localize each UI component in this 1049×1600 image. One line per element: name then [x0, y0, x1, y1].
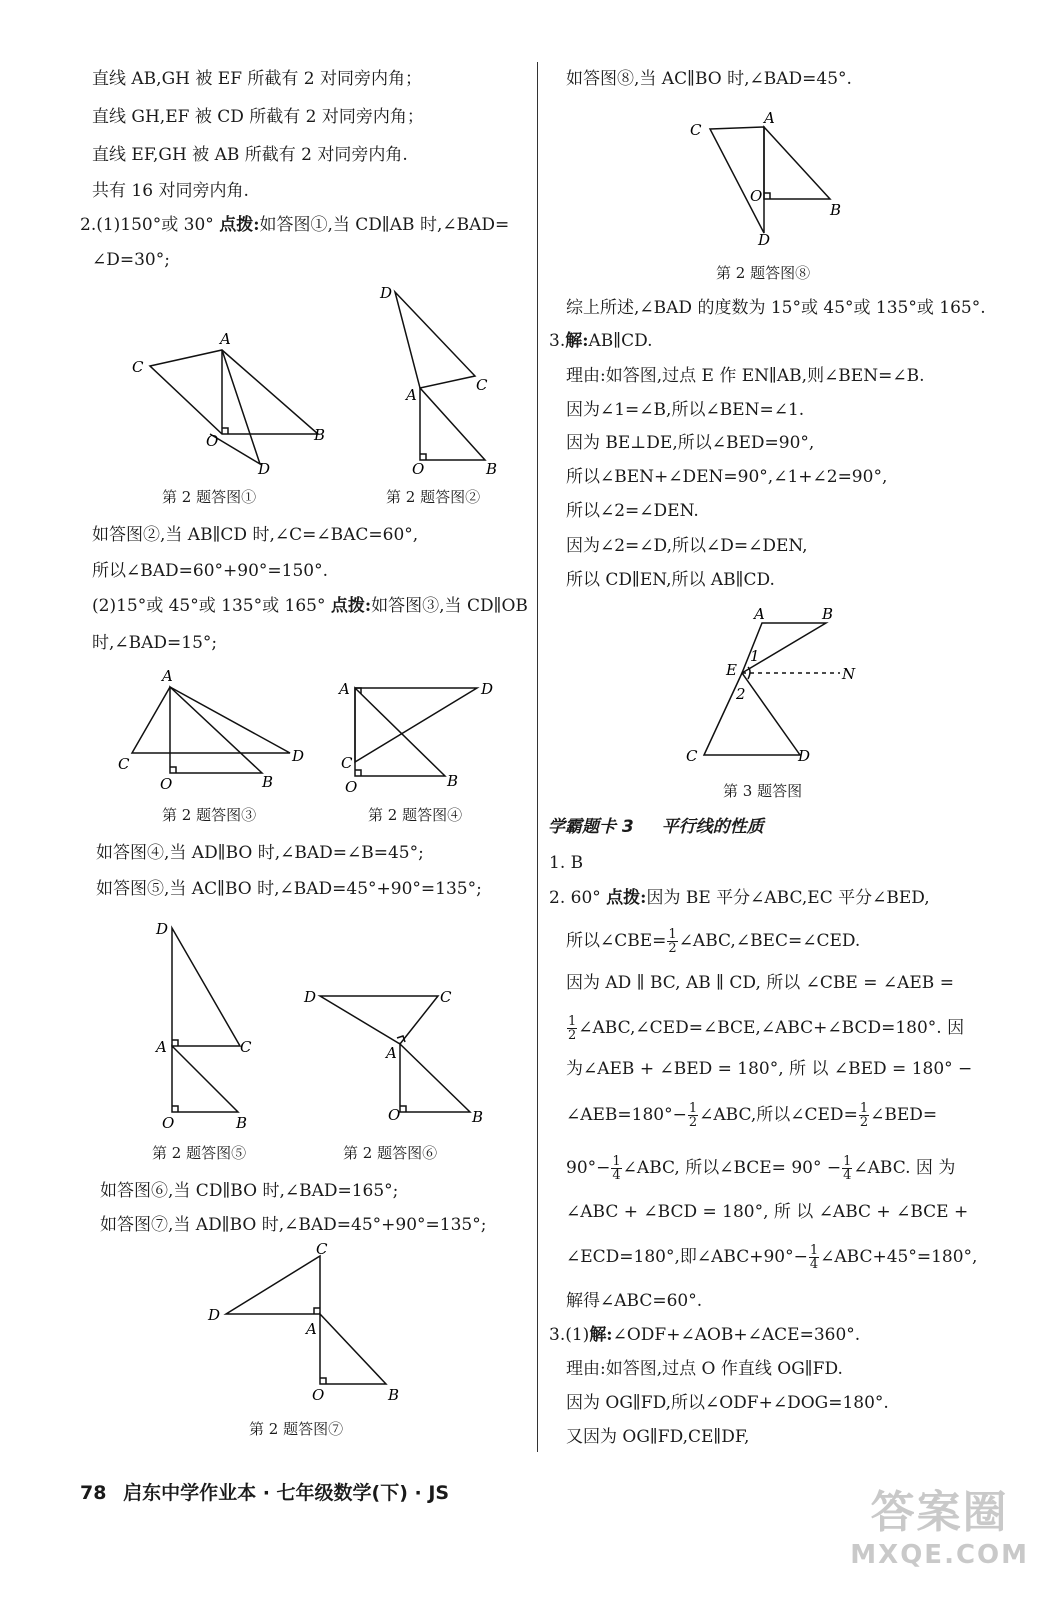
column-divider	[537, 62, 538, 1452]
fraction-denominator: 4	[809, 1257, 819, 1272]
label-2: 2	[736, 685, 746, 703]
text-line: 因为∠1=∠B,所以∠BEN=∠1.	[566, 400, 805, 420]
text-part: ∠ABC, 所以∠BCE= 90° −	[622, 1158, 842, 1178]
page-footer	[80, 1478, 449, 1505]
label-O: O	[160, 775, 173, 793]
fraction-numerator: 1	[809, 1243, 819, 1258]
label-C: C	[686, 747, 698, 765]
label-A: A	[406, 386, 417, 404]
question-number: 3.	[549, 331, 566, 351]
text-line: 如答图⑥,当 CD∥BO 时,∠BAD=165°;	[100, 1181, 399, 1201]
tip-text: 如答图③,当 CD∥OB	[371, 596, 528, 616]
figure-caption: 第 2 题答图⑥	[343, 1144, 438, 1162]
text-line: 如答图④,当 AD∥BO 时,∠BAD=∠B=45°;	[96, 843, 424, 863]
solution-label: 解:	[589, 1325, 613, 1345]
text-part: ∠AEB=180°−	[566, 1105, 687, 1125]
text-line: 所以∠BAD=60°+90°=150°.	[92, 561, 328, 581]
text-line: 又因为 OG∥FD,CE∥DF,	[566, 1427, 750, 1447]
text-line	[566, 1155, 955, 1182]
label-D: D	[380, 284, 393, 302]
text-line: 所以∠BEN+∠DEN=90°,∠1+∠2=90°,	[566, 467, 888, 487]
figure-caption: 第 2 题答图⑤	[152, 1144, 247, 1162]
label-O: O	[750, 187, 763, 205]
text-line: 综上所述,∠BAD 的度数为 15°或 45°或 135°或 165°.	[566, 298, 986, 318]
figure-2	[370, 280, 510, 480]
label-D: D	[798, 747, 811, 765]
figure-1	[120, 330, 330, 480]
watermark-bottom: MXQE.COM	[850, 1540, 1029, 1570]
fraction-denominator: 2	[568, 1028, 577, 1043]
label-D: D	[156, 920, 169, 938]
label-D: D	[481, 680, 494, 698]
text-line: 解得∠ABC=60°.	[566, 1291, 703, 1311]
label-N: N	[842, 665, 856, 683]
label-C: C	[690, 121, 702, 139]
fraction-numerator: 1	[688, 1101, 698, 1116]
label-C: C	[316, 1240, 328, 1258]
section-title: 平行线的性质	[661, 817, 764, 837]
text-line	[566, 1015, 964, 1042]
label-B: B	[830, 201, 842, 219]
fraction-numerator: 1	[668, 927, 677, 942]
answer-2	[549, 887, 930, 909]
fraction-numerator: 1	[843, 1154, 852, 1169]
figure-caption: 第 2 题答图⑦	[249, 1420, 344, 1438]
text-part: 90°−	[566, 1158, 611, 1178]
answer: ∠ODF+∠AOB+∠ACE=360°.	[612, 1325, 861, 1345]
text-line: 如答图⑧,当 AC∥BO 时,∠BAD=45°.	[566, 69, 852, 89]
tip-label: 点拨:	[219, 215, 260, 235]
label-O: O	[412, 460, 425, 478]
tip-label: 点拨:	[330, 596, 372, 616]
text-line: 因为 BE⊥DE,所以∠BED=90°,	[566, 433, 815, 453]
label-D: D	[304, 988, 317, 1006]
label-A: A	[386, 1044, 397, 1062]
text-line: 所以 CD∥EN,所以 AB∥CD.	[566, 570, 775, 590]
answer: (2)15°或 45°或 135°或 165°	[92, 596, 326, 616]
figure-caption: 第 3 题答图	[723, 782, 803, 800]
label-C: C	[341, 754, 353, 772]
label-C: C	[132, 358, 144, 376]
label-C: C	[118, 755, 130, 773]
label-B: B	[236, 1114, 248, 1132]
label-B: B	[472, 1108, 484, 1126]
label-A: A	[162, 667, 173, 685]
text-part: ∠ABC,所以∠CED=	[699, 1105, 858, 1125]
text-line: 如答图②,当 AB∥CD 时,∠C=∠BAC=60°,	[92, 525, 419, 545]
watermark	[850, 1476, 1029, 1570]
fraction-half	[688, 1102, 698, 1129]
fraction-quarter	[611, 1155, 621, 1182]
fraction-denominator: 2	[859, 1115, 869, 1130]
text-line: 理由:如答图,过点 E 作 EN∥AB,则∠BEN=∠B.	[566, 366, 925, 386]
label-E: E	[726, 661, 737, 679]
answer-1: 1. B	[549, 853, 584, 873]
figure-5	[150, 918, 270, 1133]
label-C: C	[240, 1038, 252, 1056]
figure-7	[200, 1240, 410, 1410]
label-O: O	[388, 1106, 401, 1124]
section-heading	[548, 816, 764, 838]
figure-caption: 第 2 题答图②	[386, 488, 481, 506]
text-line	[566, 928, 860, 955]
answer: AB∥CD.	[588, 331, 653, 351]
tip-label: 点拨:	[606, 888, 647, 908]
text-line: ∠D=30°;	[92, 250, 170, 270]
text-line: ∠ABC + ∠BCD = 180°, 所 以 ∠ABC + ∠BCE +	[566, 1202, 969, 1222]
question-2-1	[80, 214, 509, 236]
fraction-half	[667, 928, 677, 955]
label-A: A	[156, 1038, 167, 1056]
text-part: ∠BED=	[870, 1105, 938, 1125]
text-part: ∠ABC,∠CED=∠BCE,∠ABC+∠BCD=180°. 因	[578, 1018, 965, 1038]
answer: 2.(1)150°或 30°	[80, 215, 214, 235]
figure-3	[112, 665, 322, 795]
text-line: 共有 16 对同旁内角.	[92, 181, 249, 201]
fraction-denominator: 2	[668, 941, 677, 956]
label-B: B	[822, 605, 834, 623]
figure-caption: 第 2 题答图④	[368, 806, 463, 824]
fraction-quarter	[809, 1244, 819, 1271]
page-number: 78	[80, 1482, 107, 1504]
text-part: 所以∠CBE=	[566, 931, 667, 951]
figure-8	[680, 105, 850, 255]
text-line: 因为 AD ∥ BC, AB ∥ CD, 所以 ∠CBE = ∠AEB =	[566, 973, 954, 993]
text-line: 因为∠2=∠D,所以∠D=∠DEN,	[566, 536, 808, 556]
label-D: D	[208, 1306, 221, 1324]
fraction-numerator: 1	[568, 1014, 577, 1029]
text-part: ∠ABC. 因 为	[853, 1158, 956, 1178]
question-2-2	[92, 595, 528, 617]
text-line: 所以∠2=∠DEN.	[566, 501, 699, 521]
figure-9	[680, 605, 870, 770]
section-card: 学霸题卡 3	[548, 817, 634, 837]
figure-4	[335, 670, 515, 800]
label-D: D	[758, 231, 771, 249]
label-C: C	[440, 988, 452, 1006]
label-B: B	[314, 426, 326, 444]
label-A: A	[306, 1320, 317, 1338]
fraction-numerator: 1	[859, 1101, 869, 1116]
figure-caption: 第 2 题答图①	[162, 488, 257, 506]
text-line: 直线 GH,EF 被 CD 所截有 2 对同旁内角；	[92, 107, 424, 127]
label-D: D	[292, 747, 305, 765]
figure-caption: 第 2 题答图⑧	[716, 264, 811, 282]
text-line: 因为 OG∥FD,所以∠ODF+∠DOG=180°.	[566, 1393, 889, 1413]
label-A: A	[220, 330, 231, 348]
fraction-numerator: 1	[612, 1154, 621, 1169]
text-part: ∠ABC,∠BEC=∠CED.	[678, 931, 861, 951]
label-D: D	[258, 460, 271, 478]
text-part: ∠ECD=180°,即∠ABC+90°−	[566, 1247, 808, 1267]
fraction-denominator: 4	[612, 1168, 621, 1183]
text-part: ∠ABC+45°=180°,	[820, 1247, 978, 1267]
label-A: A	[754, 605, 765, 623]
fraction-denominator: 4	[843, 1168, 852, 1183]
question-3	[549, 330, 653, 352]
tip-text: 如答图①,当 CD∥AB 时,∠BAD=	[259, 215, 510, 235]
text-line	[566, 1244, 977, 1271]
text-line: 直线 EF,GH 被 AB 所截有 2 对同旁内角.	[92, 145, 408, 165]
label-O: O	[162, 1114, 175, 1132]
fraction-half	[859, 1102, 869, 1129]
label-B: B	[447, 772, 459, 790]
book-title: 启东中学作业本 · 七年级数学(下) · JS	[123, 1482, 450, 1504]
text-line: 直线 AB,GH 被 EF 所截有 2 对同旁内角；	[92, 69, 423, 89]
text-line: 时,∠BAD=15°;	[92, 633, 218, 653]
fraction-denominator: 2	[688, 1115, 698, 1130]
answer: 2. 60°	[549, 888, 601, 908]
fraction-quarter	[842, 1155, 852, 1182]
fraction-half	[567, 1015, 577, 1042]
text-line: 如答图⑦,当 AD∥BO 时,∠BAD=45°+90°=135°;	[100, 1215, 487, 1235]
label-C: C	[476, 376, 488, 394]
label-1: 1	[750, 647, 760, 665]
label-A: A	[339, 680, 350, 698]
label-O: O	[206, 432, 219, 450]
watermark-top: 答案圈	[870, 1487, 1009, 1538]
solution-label: 解:	[565, 331, 589, 351]
question-3-1	[549, 1324, 860, 1346]
tip-text: 因为 BE 平分∠ABC,EC 平分∠BED,	[646, 888, 930, 908]
figure-caption: 第 2 题答图③	[162, 806, 257, 824]
label-B: B	[388, 1386, 400, 1404]
text-line	[566, 1102, 937, 1129]
question-number: 3.(1)	[549, 1325, 590, 1345]
label-B: B	[486, 460, 498, 478]
label-A: A	[764, 109, 775, 127]
label-B: B	[262, 773, 274, 791]
label-O: O	[345, 778, 358, 796]
text-line: 为∠AEB + ∠BED = 180°, 所 以 ∠BED = 180° −	[566, 1059, 973, 1079]
label-O: O	[312, 1386, 325, 1404]
text-line: 理由:如答图,过点 O 作直线 OG∥FD.	[566, 1359, 843, 1379]
figure-6	[300, 980, 500, 1135]
text-line: 如答图⑤,当 AC∥BO 时,∠BAD=45°+90°=135°;	[96, 879, 482, 899]
